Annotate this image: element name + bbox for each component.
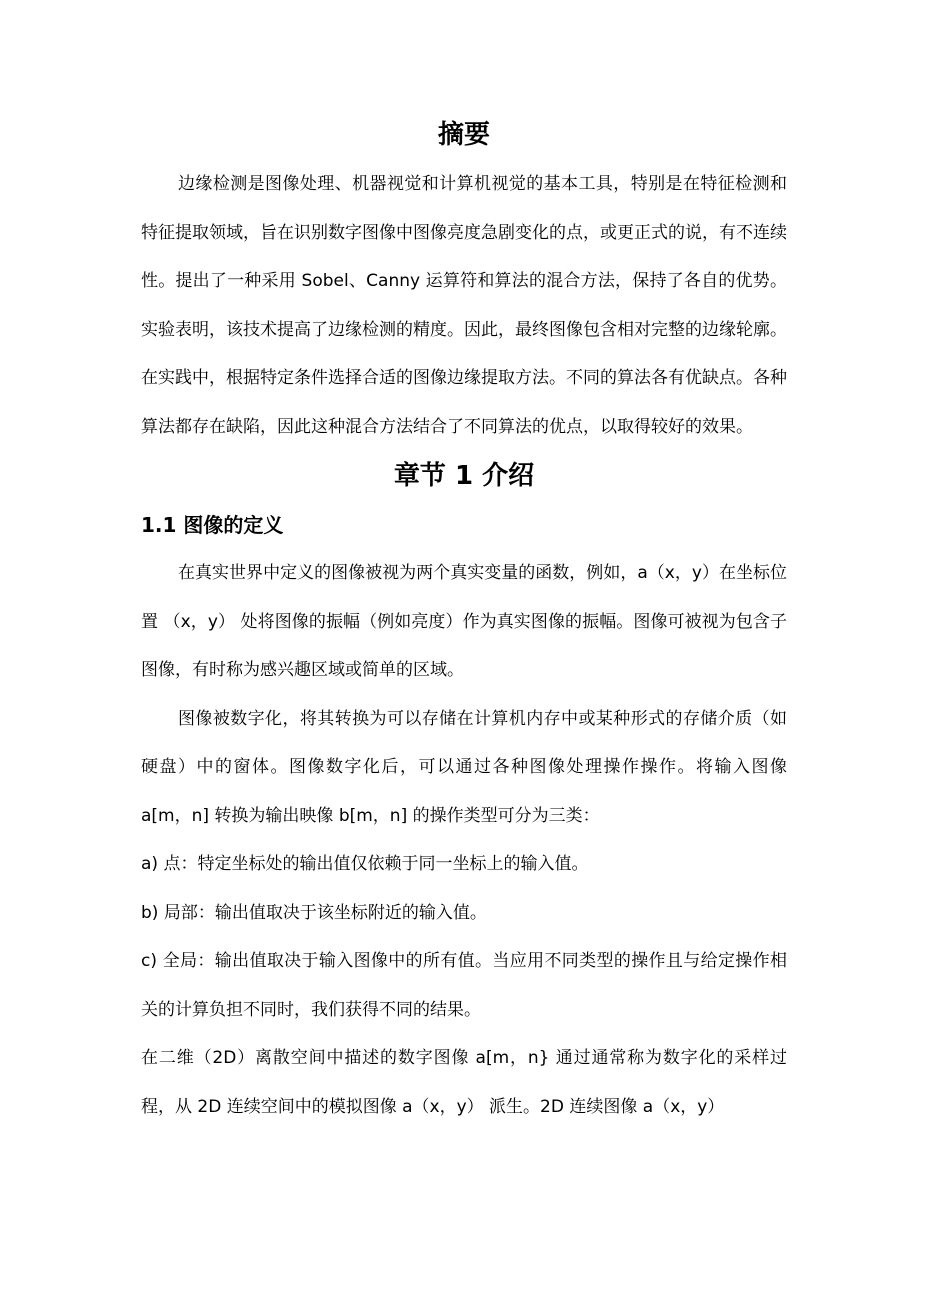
- page-content: [141, 110, 787, 1131]
- abstract-body: 边缘检测是图像处理、机器视觉和计算机视觉的基本工具，特别是在特征检测和特征提取领域，旨在识别数字图像中图像亮度急剧变化的点，或更正式的说，有不连续性。提出了一种采用 Sobel、Canny 运算符和算法的混合方法，保持了各自的优势。实验表明，该技术提高了边缘检测的精度。因此，最终图像包含相对完整的边缘轮廓。在实践中，根据特定条件选择合适的图像边缘提取方法。不同的算法各有优缺点。各种算法都存在缺陷，因此这种混合方法结合了不同算法的优点，以取得较好的效果。: [141, 174, 787, 437]
- list-item-b: b) 局部：输出值取决于该坐标附近的输入值。: [141, 902, 487, 923]
- chapter-title: 章节 1 介绍: [393, 461, 535, 491]
- list-item-c: c) 全局：输出值取决于输入图像中的所有值。当应用不同类型的操作且与给定操作相关的计算负担不同时，我们获得不同的结果。: [141, 951, 787, 1020]
- list-item-a: a) 点：特定坐标处的输出值仅依赖于同一坐标上的输入值。: [141, 854, 589, 874]
- section-heading: 1.1 图像的定义: [141, 513, 284, 537]
- abstract-title: 摘要: [437, 120, 490, 150]
- paragraph: 图像被数字化，将其转换为可以存储在计算机内存中或某种形式的存储介质（如硬盘）中的窗体。图像数字化后，可以通过各种图像处理操作操作。将输入图像 a[m，n] 转换为输出映像 b[m，n] 的操作类型可分为三类：: [141, 708, 787, 826]
- paragraph: 在二维（2D）离散空间中描述的数字图像 a[m，n} 通过通常称为数字化的采样过程，从 2D 连续空间中的模拟图像 a（x，y） 派生。2D 连续图像 a（x，y）: [141, 1048, 787, 1117]
- paragraph: 在真实世界中定义的图像被视为两个真实变量的函数，例如，a（x，y）在坐标位置 （x，y） 处将图像的振幅（例如亮度）作为真实图像的振幅。图像可被视为包含子图像，有时称为感兴趣区域或简单的区域。: [141, 563, 787, 680]
